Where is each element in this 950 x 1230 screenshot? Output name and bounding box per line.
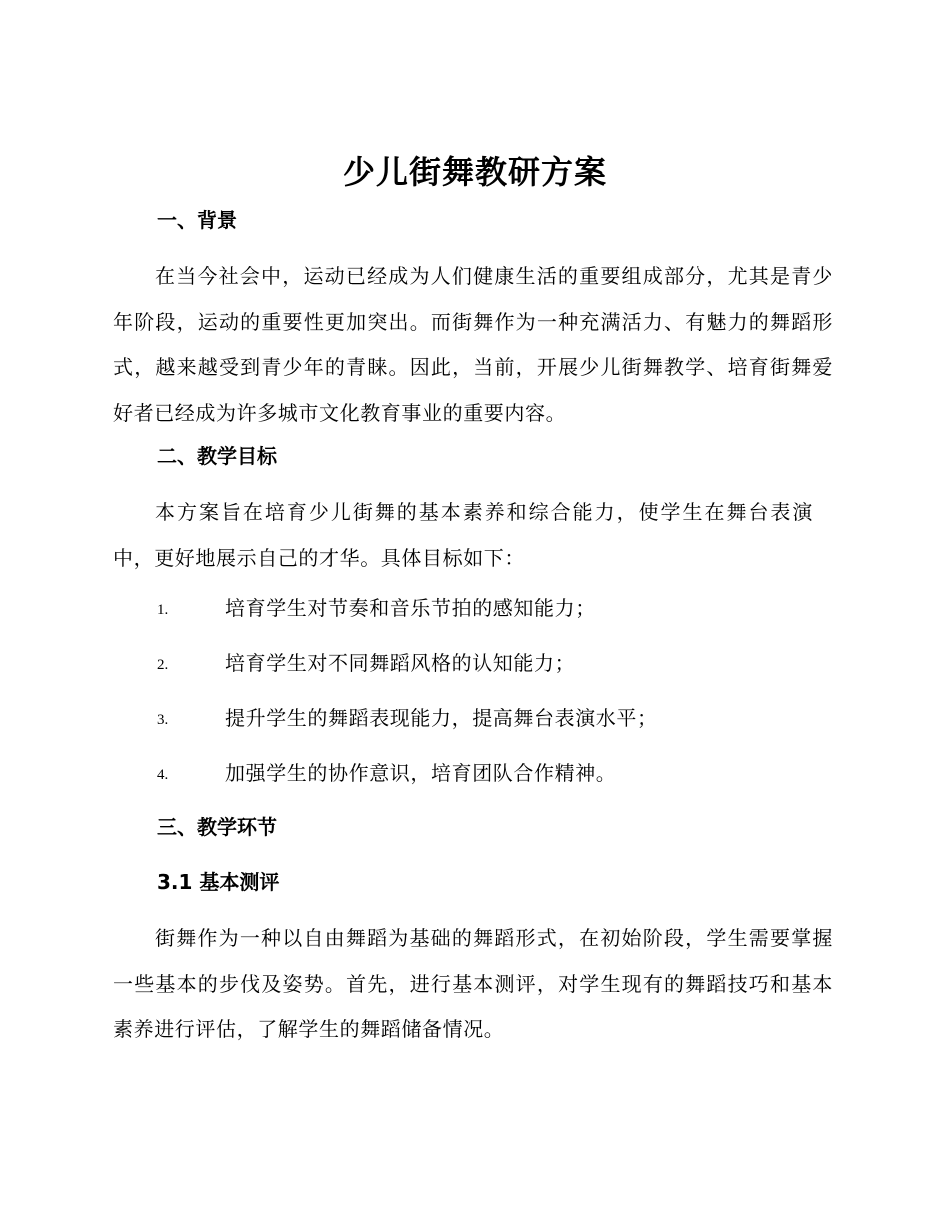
document-title: 少儿街舞教研方案 xyxy=(342,153,607,191)
subsection-heading-assessment: 3.1 基本测评 xyxy=(157,870,280,894)
section-heading-teaching: 三、教学环节 xyxy=(157,815,277,839)
list-number: 2. xyxy=(157,657,169,673)
list-text: 培育学生对节奏和音乐节拍的感知能力； xyxy=(225,596,596,620)
list-item xyxy=(157,703,837,733)
section-heading-background: 一、背景 xyxy=(157,208,237,232)
list-number: 1. xyxy=(157,602,169,618)
paragraph-background: 在当今社会中，运动已经成为人们健康生活的重要组成部分，尤其是青少年阶段，运动的重要性更加突出。而街舞作为一种充满活力、有魅力的舞蹈形式，越来越受到青少年的青睐。因此，当前，开展少儿街舞教学、培育街舞爱好者已经成为许多城市文化教育事业的重要内容。 xyxy=(113,264,833,425)
list-text: 加强学生的协作意识，培育团队合作精神。 xyxy=(225,761,617,785)
paragraph-assessment: 街舞作为一种以自由舞蹈为基础的舞蹈形式，在初始阶段，学生需要掌握一些基本的步伐及姿势。首先，进行基本测评，对学生现有的舞蹈技巧和基本素养进行评估，了解学生的舞蹈储备情况。 xyxy=(113,926,833,1041)
list-text: 提升学生的舞蹈表现能力，提高舞台表演水平； xyxy=(225,706,658,730)
list-number: 3. xyxy=(157,712,169,728)
paragraph-goals: 本方案旨在培育少儿街舞的基本素养和综合能力，使学生在舞台表演中，更好地展示自己的才华。具体目标如下： xyxy=(113,500,813,570)
list-item xyxy=(157,593,837,623)
list-text: 培育学生对不同舞蹈风格的认知能力； xyxy=(225,651,576,675)
section-heading-goals: 二、教学目标 xyxy=(157,444,277,468)
list-number: 4. xyxy=(157,767,169,783)
list-item xyxy=(157,648,837,678)
list-item xyxy=(157,758,837,788)
